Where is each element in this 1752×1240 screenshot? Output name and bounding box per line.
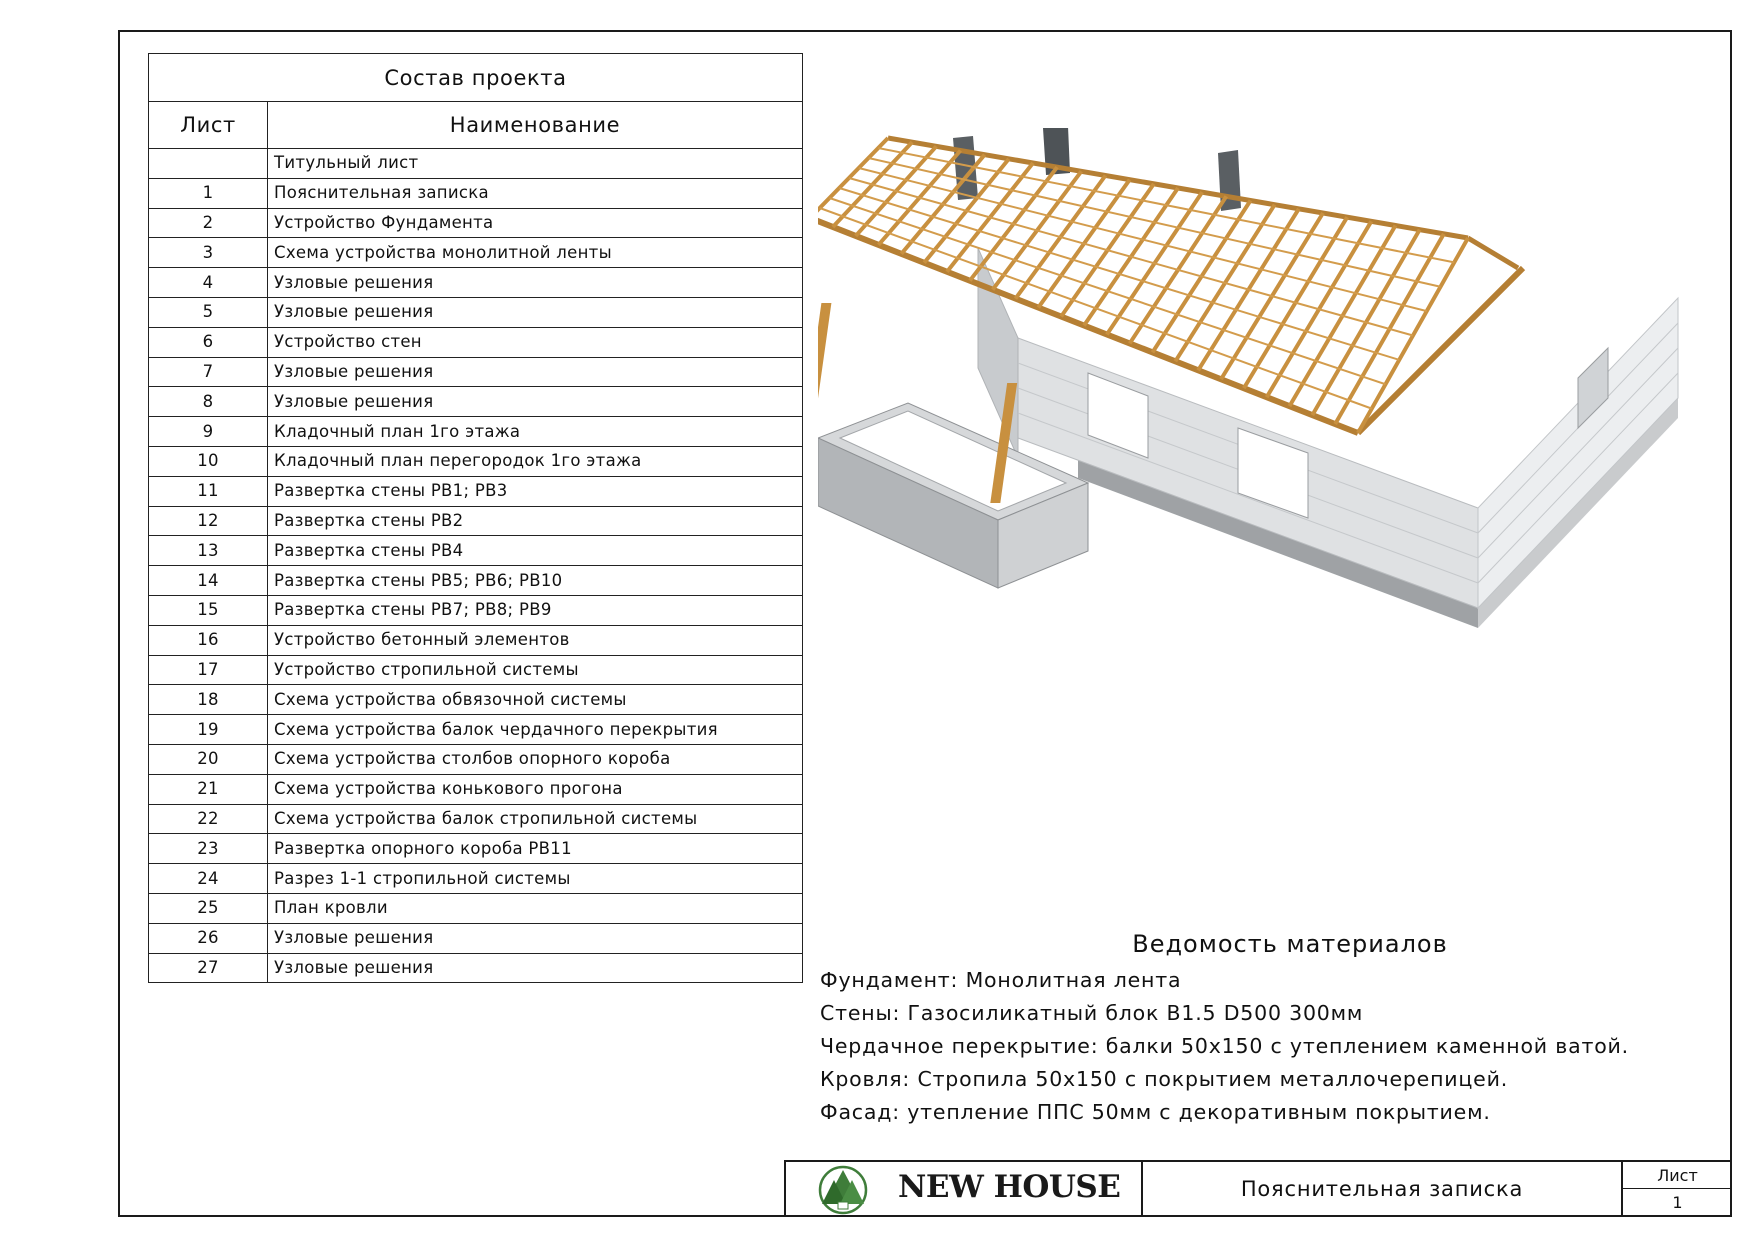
table-row [149, 506, 803, 536]
sheet-number-cell: 5 [149, 297, 268, 327]
sheet-number-cell: 22 [149, 804, 268, 834]
sheet-number-cell: 16 [149, 625, 268, 655]
sheet-number-cell: 12 [149, 506, 268, 536]
sheet-number-cell: 9 [149, 417, 268, 447]
table-row [149, 327, 803, 357]
sheet-name-cell: Развертка стены РВ1; РВ3 [268, 476, 803, 506]
sheet-name-cell: Узловые решения [268, 923, 803, 953]
sheet-name-cell: Развертка стены РВ7; РВ8; РВ9 [268, 595, 803, 625]
table-row [149, 864, 803, 894]
table-row [149, 953, 803, 983]
sheet-number-cell: 13 [149, 536, 268, 566]
sheet-number-cell: 8 [149, 387, 268, 417]
table-row [149, 208, 803, 238]
column-header-name: Наименование [268, 102, 803, 149]
sheet-name-cell: План кровли [268, 893, 803, 923]
title-block [784, 1160, 1732, 1217]
sheet-name-cell: Схема устройства балок чердачного перекрытия [268, 715, 803, 745]
sheet-name-cell: Узловые решения [268, 953, 803, 983]
company-name: NEW HOUSE [898, 1169, 1121, 1205]
sheet-number-cell: 18 [149, 685, 268, 715]
sheet-name-cell: Устройство бетонный элементов [268, 625, 803, 655]
sheet-number-cell: 14 [149, 566, 268, 596]
table-row [149, 536, 803, 566]
table-row [149, 625, 803, 655]
sheet-name-cell: Узловые решения [268, 357, 803, 387]
sheet-name-cell: Развертка стены РВ2 [268, 506, 803, 536]
material-line: Кровля: Стропила 50х150 с покрытием металлочерепицей. [820, 1067, 1509, 1091]
table-row [149, 595, 803, 625]
sheet-name-cell: Кладочный план 1го этажа [268, 417, 803, 447]
table-title: Состав проекта [149, 54, 803, 102]
table-row [149, 715, 803, 745]
sheet-number-cell: 23 [149, 834, 268, 864]
table-title-row [149, 54, 803, 102]
table-row [149, 476, 803, 506]
table-row [149, 923, 803, 953]
sheet-name-cell: Титульный лист [268, 149, 803, 179]
material-line: Фундамент: Монолитная лента [820, 968, 1182, 992]
table-row [149, 566, 803, 596]
sheet-number-cell: 11 [149, 476, 268, 506]
sheet-name-cell: Узловые решения [268, 268, 803, 298]
material-line: Фасад: утепление ППС 50мм с декоративным покрытием. [820, 1100, 1491, 1124]
column-header-sheet: Лист [149, 102, 268, 149]
table-row [149, 297, 803, 327]
sheet-number-cell: 1 [149, 178, 268, 208]
batten [849, 178, 1413, 336]
sheet-number-cell: 6 [149, 327, 268, 357]
table-row [149, 446, 803, 476]
material-line: Стены: Газосиликатный блок В1.5 D500 300мм [820, 1001, 1364, 1025]
sheet-number-cell: 3 [149, 238, 268, 268]
sheet-number-cell: 20 [149, 744, 268, 774]
materials-section [820, 930, 1720, 1129]
roof-eave-right [1468, 238, 1518, 268]
document-title: Пояснительная записка [1143, 1162, 1623, 1217]
table-row [149, 893, 803, 923]
sheet-number-cell [149, 149, 268, 179]
sheet-number-cell: 21 [149, 774, 268, 804]
sheet-number-cell: 27 [149, 953, 268, 983]
company-logo-cell [786, 1162, 1143, 1217]
table-row [149, 238, 803, 268]
sheet-number-cell: 17 [149, 655, 268, 685]
project-composition-table [148, 53, 803, 983]
table-row [149, 685, 803, 715]
materials-title: Ведомость материалов [1132, 930, 1448, 958]
sheet-name-cell: Развертка стены РВ5; РВ6; РВ10 [268, 566, 803, 596]
sheet-name-cell: Схема устройства конькового прогона [268, 774, 803, 804]
sheet-number-cell: 4 [149, 268, 268, 298]
sheet-name-cell: Схема устройства балок стропильной системы [268, 804, 803, 834]
table-row [149, 149, 803, 179]
table-body [149, 149, 803, 983]
sheet-name-cell: Устройство стен [268, 327, 803, 357]
sheet-label: Лист [1623, 1162, 1732, 1189]
sheet-name-cell: Пояснительная записка [268, 178, 803, 208]
table-row [149, 268, 803, 298]
sheet-number-cell: 19 [149, 715, 268, 745]
tree-house-logo-icon [812, 1164, 874, 1216]
sheet-name-cell: Разрез 1-1 стропильной системы [268, 864, 803, 894]
sheet-number-cell: 25 [149, 893, 268, 923]
table-row [149, 804, 803, 834]
table-row [149, 744, 803, 774]
sheet-number-cell: 2 [149, 208, 268, 238]
sheet-name-cell: Развертка стены РВ4 [268, 536, 803, 566]
sheet-name-cell: Устройство стропильной системы [268, 655, 803, 685]
materials-list [820, 964, 1720, 1129]
sheet-name-cell: Устройство Фундамента [268, 208, 803, 238]
battens [820, 148, 1455, 409]
table-row [149, 178, 803, 208]
sheet-name-cell: Схема устройства обвязочной системы [268, 685, 803, 715]
sheet-number: 1 [1672, 1193, 1683, 1212]
sheet-number-cell: 26 [149, 923, 268, 953]
table-header-row [149, 102, 803, 149]
table-row [149, 655, 803, 685]
table-row [149, 387, 803, 417]
sheet-name-cell: Узловые решения [268, 387, 803, 417]
porch-post [818, 303, 831, 423]
sheet-number-cell: 15 [149, 595, 268, 625]
sheet-number-cell: 24 [149, 864, 268, 894]
table-row [149, 774, 803, 804]
sheet-number-cell: 10 [149, 446, 268, 476]
sheet-name-cell: Схема устройства столбов опорного короба [268, 744, 803, 774]
sheet-name-cell: Кладочный план перегородок 1го этажа [268, 446, 803, 476]
sheet-name-cell: Развертка опорного короба РВ11 [268, 834, 803, 864]
material-line: Чердачное перекрытие: балки 50х150 с утеплением каменной ватой. [820, 1034, 1629, 1058]
table-row [149, 417, 803, 447]
sheet-name-cell: Схема устройства монолитной ленты [268, 238, 803, 268]
table-row [149, 357, 803, 387]
sheet-number-cell: 7 [149, 357, 268, 387]
table-row [149, 834, 803, 864]
sheet-name-cell: Узловые решения [268, 297, 803, 327]
house-3d-model [818, 128, 1722, 728]
